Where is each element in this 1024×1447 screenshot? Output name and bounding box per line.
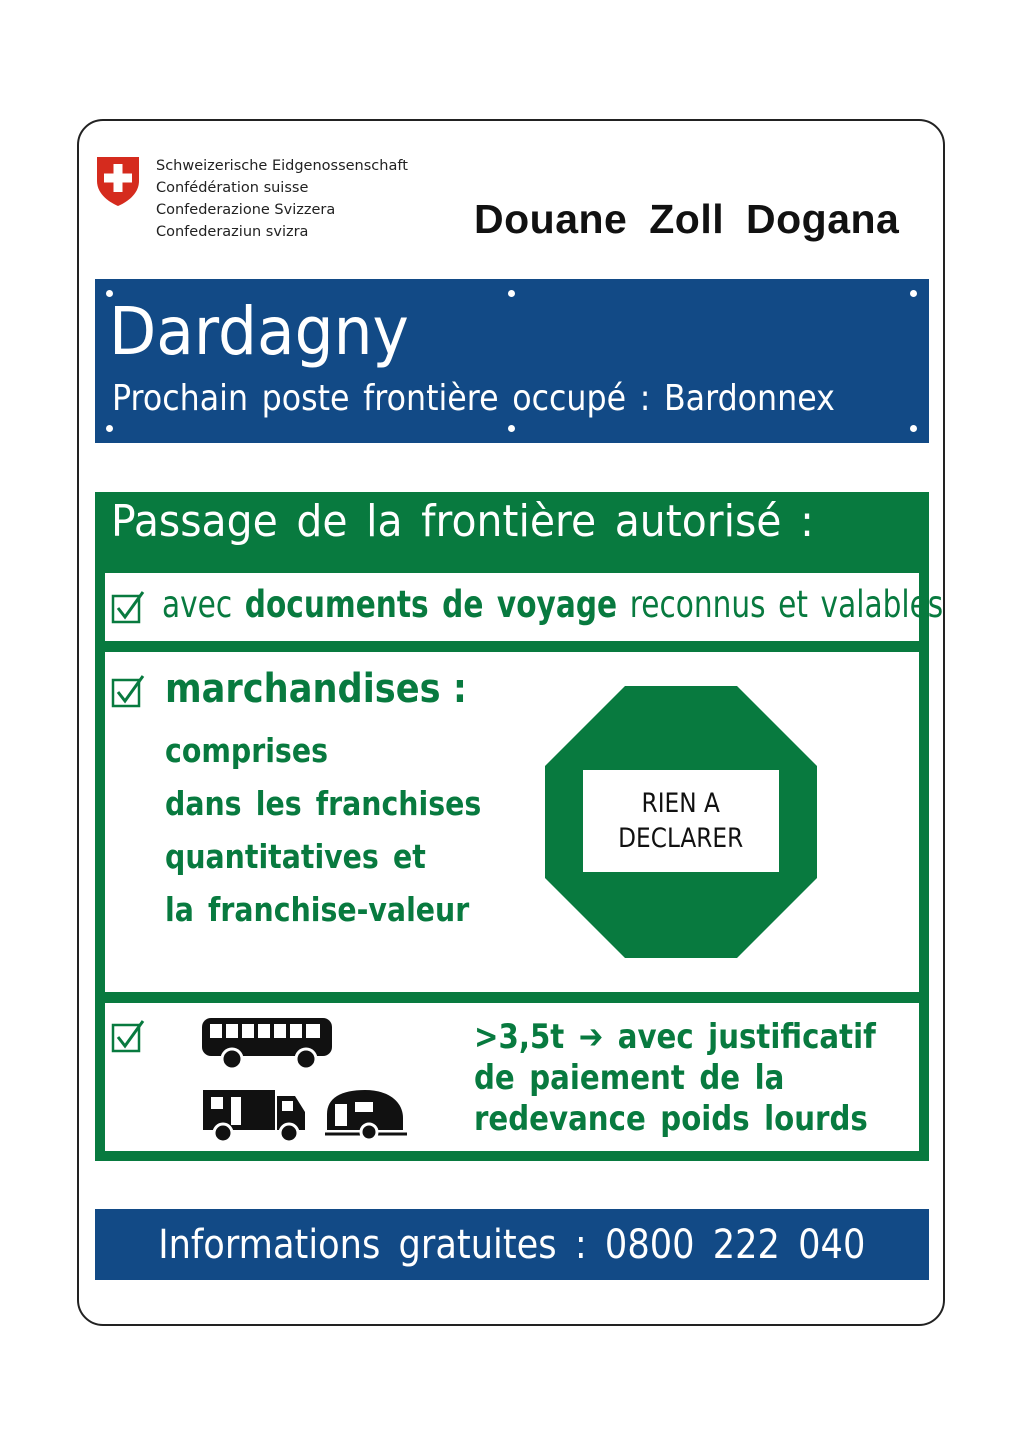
crossing-title: Passage de la frontière autorisé : <box>111 496 814 547</box>
heavy-vehicle-line: de paiement de la <box>474 1058 785 1098</box>
documents-row <box>105 573 944 641</box>
info-phone-text: Informations gratuites : 0800 222 040 <box>158 1221 866 1268</box>
documents-prefix: avec <box>162 583 245 626</box>
goods-line: dans les franchises <box>165 784 482 823</box>
heavy-vehicle-line: redevance poids lourds <box>474 1099 868 1139</box>
rivet <box>508 290 515 297</box>
bus-icon <box>200 1015 334 1071</box>
next-border-post: Prochain poste frontière occupé : Bardonnex <box>112 378 835 419</box>
agency-title: Douane Zoll Dogana <box>474 196 900 242</box>
info-bar <box>95 1209 929 1280</box>
documents-text <box>162 583 943 626</box>
documents-bold: documents de voyage <box>244 583 618 626</box>
heavy-vehicle-text <box>474 1017 876 1140</box>
nothing-to-declare-line: DECLARER <box>618 823 744 854</box>
goods-line: la franchise-valeur <box>165 890 470 929</box>
nothing-to-declare-label <box>583 770 779 872</box>
federation-line-it: Confederazione Svizzera <box>156 202 336 218</box>
goods-heading: marchandises : <box>165 666 467 712</box>
rivet <box>910 290 917 297</box>
checkbox-checked-icon <box>111 1019 145 1053</box>
checkbox-checked-icon <box>111 590 145 624</box>
crossing-panel <box>95 492 944 1161</box>
location-panel <box>95 279 929 443</box>
federation-names <box>156 155 408 243</box>
documents-suffix: reconnus et valables <box>617 583 944 626</box>
federation-line-de: Schweizerische Eidgenossenschaft <box>156 158 408 174</box>
vehicles-row <box>105 1003 919 1151</box>
location-name: Dardagny <box>109 293 409 370</box>
swiss-cross-shield-icon <box>95 155 141 207</box>
truck-icon <box>201 1086 307 1144</box>
rivet <box>106 425 113 432</box>
checkbox-checked-icon <box>111 674 145 708</box>
nothing-to-declare-line: RIEN A <box>641 788 721 819</box>
goods-conditions <box>165 724 481 936</box>
rivet <box>508 425 515 432</box>
goods-line: quantitatives et <box>165 837 426 876</box>
rivet <box>910 425 917 432</box>
federation-line-fr: Confédération suisse <box>156 180 309 196</box>
caravan-icon <box>323 1086 409 1144</box>
federation-line-rm: Confederaziun svizra <box>156 224 309 240</box>
heavy-vehicle-line: >3,5t ➔ avec justificatif <box>474 1017 876 1057</box>
goods-line: comprises <box>165 731 328 770</box>
goods-row <box>105 652 919 992</box>
